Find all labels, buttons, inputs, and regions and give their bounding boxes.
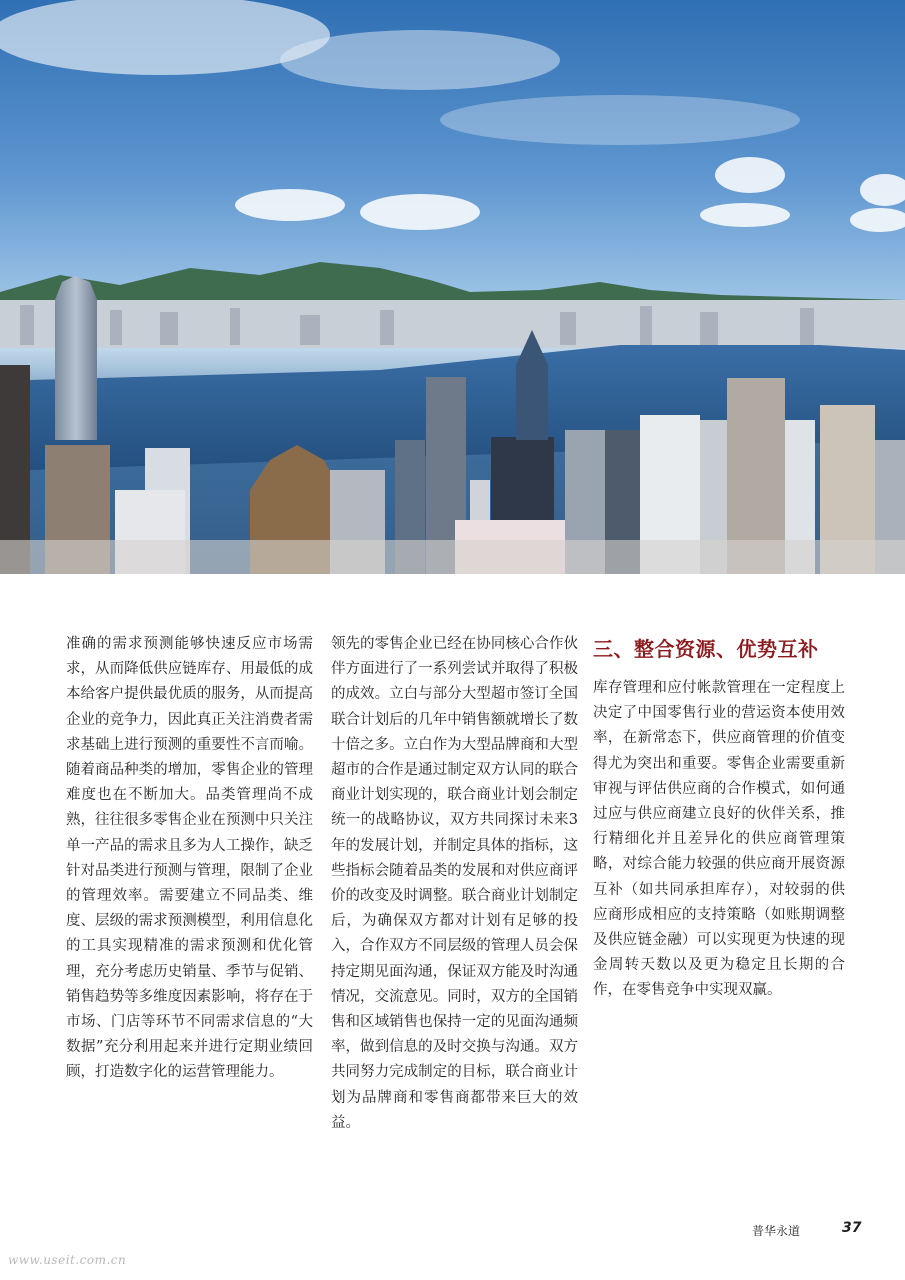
hero-photo-city-harbor (0, 0, 905, 574)
body-column-1: 准确的需求预测能够快速反应市场需求，从而降低供应链库存、用最低的成本给客户提供最优质的服务，从而提高企业的竞争力，因此真正关注消费者需求基础上进行预测的重要性不言而喻。随着商品种类的增加，零售企业的管理难度也在不断加大。品类管理尚不成熟，往往很多零售企业在预测中只关注单一产品的需求且多为人工操作，缺乏针对品类进行预测与管理，限制了企业的管理效率。需要建立不同品类、维度、层级的需求预测模型，利用信息化的工具实现精准的需求预测和优化管理，充分考虑历史销量、季节与促销、销售趋势等多维度因素影响，将存在于市场、门店等环节不同需求信息的“大数据”充分利用起来并进行定期业绩回顾，打造数字化的运营管理能力。 (66, 636, 313, 1081)
skyline-illustration (0, 0, 905, 574)
publication-name: 普华永道 (752, 1224, 801, 1238)
clouds (0, 0, 905, 232)
tall-tower (55, 276, 97, 440)
body-column-2: 领先的零售企业已经在协同核心合作伙伴方面进行了一系列尝试并取得了积极的成效。立白与部分大型超市签订全国联合计划后的几年中销售额就增长了数十倍之多。立白作为大型品牌商和大型超市的合作是通过制定双方认同的联合商业计划实现的，联合商业计划会制定统一的战略协议，双方共同探讨未来3年的发展计划，并制定具体的指标，这些指标会随着品类的发展和对供应商评价的改变及时调整。联合商业计划制定后，为确保双方都对计划有足够的投入，合作双方不同层级的管理人员会保持定期见面沟通，保证双方能及时沟通情况，交流意见。同时，双方的全国销售和区域销售也保持一定的见面沟通频率，做到信息的及时交换与沟通。双方共同努力完成制定的目标，联合商业计划为品牌商和零售商都带来巨大的效益。 (331, 636, 578, 1131)
page-number: 37 (842, 1220, 862, 1236)
watermark: www.useit.com.cn (8, 1253, 127, 1267)
body-column-3: 库存管理和应付帐款管理在一定程度上决定了中国零售行业的营运资本使用效率，在新常态下，供应商管理的价值变得尤为突出和重要。零售企业需要重新审视与评估供应商的合作模式，如何通过应与供应商建立良好的伙伴关系，推行精细化并且差异化的供应商管理策略，对综合能力较强的供应商开展资源互补（如共同承担库存），对较弱的供应商形成相应的支持策略（如账期调整及供应链金融）可以实现更为快速的现金周转天数以及更为稳定且长期的合作，在零售竞争中实现双赢。 (593, 680, 845, 999)
section-heading: 三、整合资源、优势互补 (593, 637, 819, 661)
